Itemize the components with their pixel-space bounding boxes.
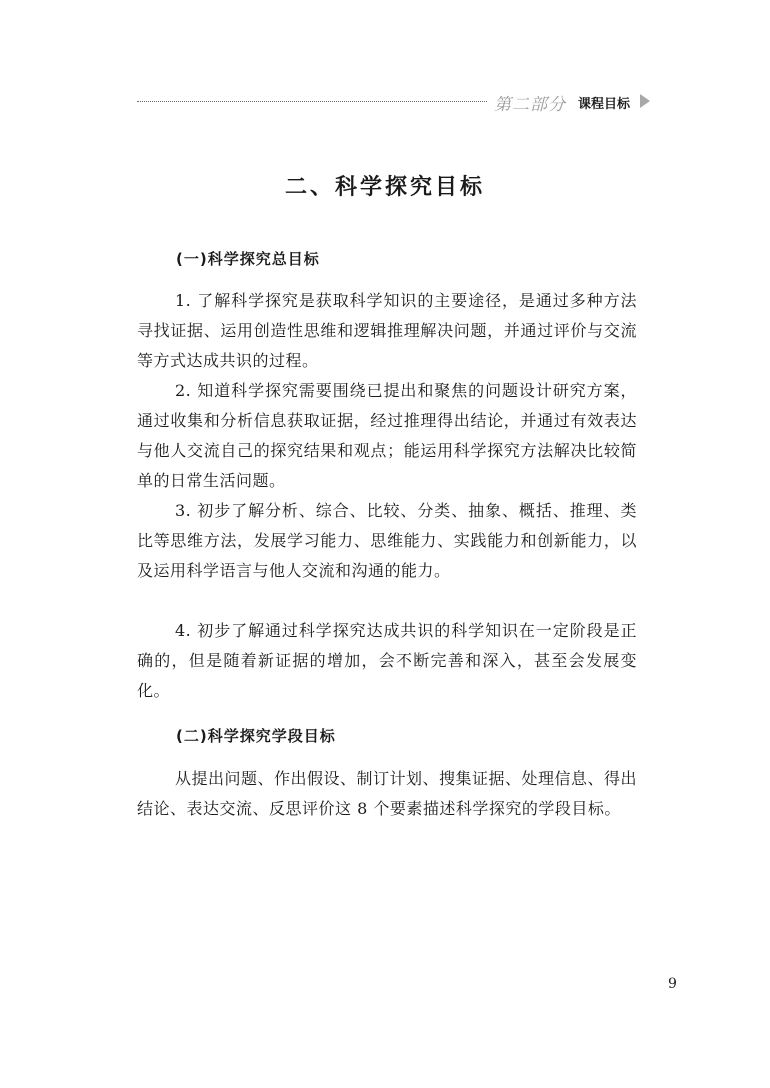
section-heading-stage: (二)科学探究学段目标 [176, 727, 336, 745]
triangle-right-icon [640, 94, 650, 108]
running-header [137, 89, 657, 113]
header-part-label: 第二部分 [494, 95, 566, 115]
section-heading-overall: (一)科学探究总目标 [176, 250, 320, 268]
header-dotted-leader [137, 101, 487, 102]
paragraph-3: 3. 初步了解分析、综合、比较、分类、抽象、概括、推理、类比等思维方法，发展学习能力、思维能力、实践能力和创新能力，以及运用科学语言与他人交流和沟通的能力。 [137, 501, 637, 580]
page-number: 9 [668, 976, 677, 992]
paragraph-stage: 从提出问题、作出假设、制订计划、搜集证据、处理信息、得出结论、表达交流、反思评价这 8 个要素描述科学探究的学段目标。 [137, 769, 638, 818]
page-title: 二、科学探究目标 [284, 175, 485, 200]
paragraph-2: 2. 知道科学探究需要围绕已提出和聚焦的问题设计研究方案，通过收集和分析信息获取证据，经过推理得出结论，并通过有效表达与他人交流自己的探究结果和观点；能运用科学探究方法解决比较简单的日常生活问题。 [137, 381, 637, 490]
paragraph-1: 1. 了解科学探究是获取科学知识的主要途径，是通过多种方法寻找证据、运用创造性思维和逻辑推理解决问题，并通过评价与交流等方式达成共识的过程。 [137, 291, 637, 370]
paragraph-4: 4. 初步了解通过科学探究达成共识的科学知识在一定阶段是正确的，但是随着新证据的增加，会不断完善和深入，甚至会发展变化。 [137, 621, 637, 700]
header-section-label: 课程目标 [578, 97, 631, 112]
